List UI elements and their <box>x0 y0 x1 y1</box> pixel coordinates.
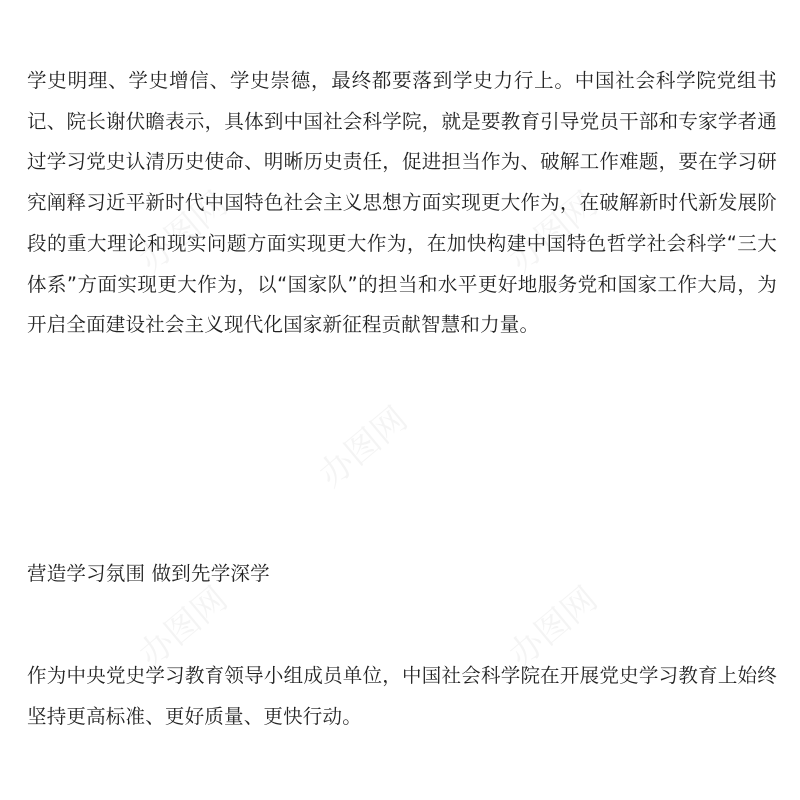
body-paragraph-2: 作为中央党史学习教育领导小组成员单位，中国社会科学院在开展党史学习教育上始终坚持更高标准、更好质量、更快行动。 <box>27 664 777 728</box>
watermark: 办图网 <box>501 579 606 676</box>
watermark: 办图网 <box>501 184 606 281</box>
body-paragraph-1: 学史明理、学史增信、学史崇德，最终都要落到学史力行上。中国社会科学院党组书记、院长谢伏瞻表示，具体到中国社会科学院，就是要教育引导党员干部和专家学者通过学习党史认清历史使命、明晰历史责任，促进担当作为、破解工作难题，要在学习研究阐释习近平新时代中国特色社会主义思想方面实现更大作为，在破解新时代新发展阶段的重大理论和现实问题方面实现更大作为，在加快构建中国特色哲学社会科学“三大体系”方面实现更大作为，以“国家队”的担当和水平更好地服务党和国家工作大局，为开启全面建设社会主义现代化国家新征程贡献智慧和力量。 <box>27 69 777 337</box>
section-heading: 营造学习氛围 做到先学深学 <box>27 562 270 585</box>
watermark: 办图网 <box>311 399 416 496</box>
watermark: 办图网 <box>131 184 236 281</box>
watermark: 办图网 <box>131 579 236 676</box>
